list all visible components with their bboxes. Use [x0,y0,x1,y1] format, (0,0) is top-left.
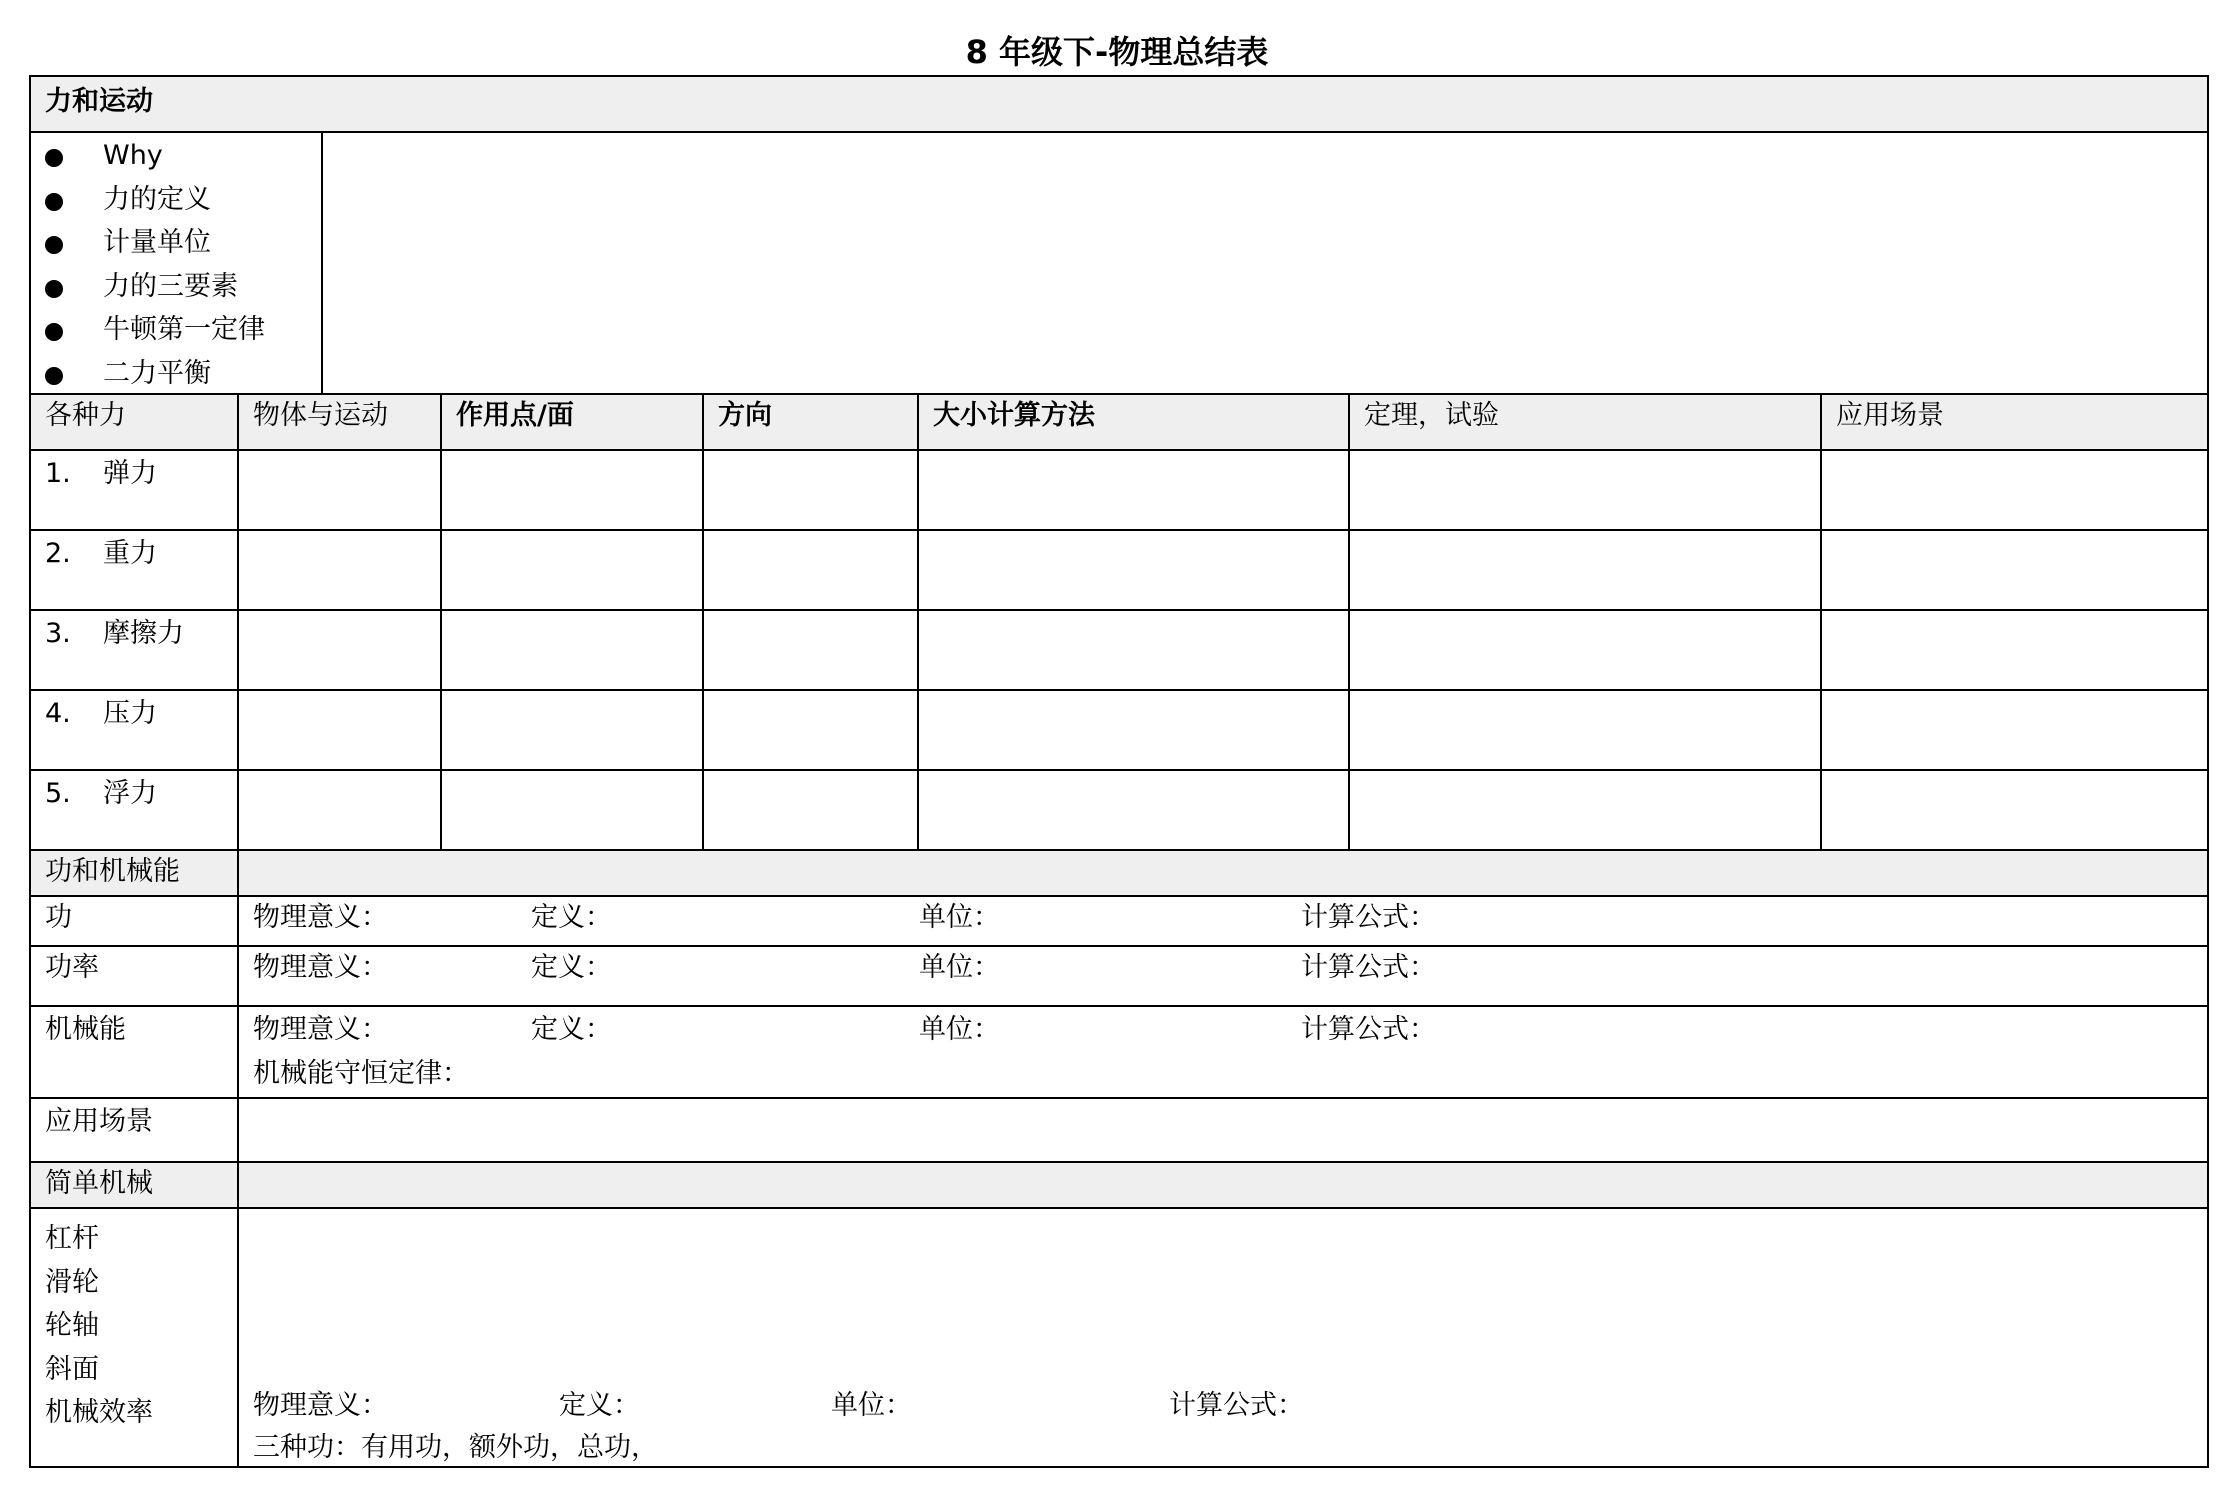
row-label: 机械能 [45,1014,126,1045]
section-title-work: 功和机械能 [45,856,180,887]
table-cell [917,611,1348,689]
table-cell [1820,691,2207,769]
table-cell [440,611,702,689]
table-cell [702,611,917,689]
field-unit: 单位： [919,952,1000,983]
application-row [31,1099,2207,1163]
table-cell [237,851,2207,895]
bullet-dot-icon [45,236,63,254]
table-cell [702,691,917,769]
row-label: 功 [45,902,72,933]
table-row: 3. 摩擦力 [31,611,2207,691]
field-definition: 定义： [559,1390,640,1421]
list-item: 轮轴 [45,1310,99,1341]
bullet-dot-icon [45,367,63,385]
table-cell [702,771,917,849]
field-formula: 计算公式： [1301,1014,1436,1045]
table-cell [440,531,702,609]
table-cell [237,611,440,689]
section-header-force [31,77,2207,133]
table-cell [440,771,702,849]
col-header-object-motion: 物体与运动 [237,395,440,449]
col-header-application: 应用场景 [1820,395,2207,449]
bullet-dot-icon [45,280,63,298]
machines-list [45,1217,153,1435]
table-cell [237,1163,2207,1207]
field-definition: 定义： [531,1014,612,1045]
row-label: 功率 [45,952,99,983]
field-conservation-law: 机械能守恒定律： [253,1058,469,1089]
bullet-dot-icon [45,149,63,167]
mechanical-energy-row [31,1007,2207,1099]
force-name: 浮力 [103,778,157,809]
field-definition: 定义： [531,902,612,933]
col-header-direction: 方向 [702,395,917,449]
section-header-work [31,851,2207,897]
bullet-dot-icon [45,193,63,211]
force-name: 摩擦力 [103,618,184,649]
page-title: 8 年级下-物理总结表 [965,33,1269,71]
list-item: 斜面 [45,1353,99,1385]
list-item: 滑轮 [45,1266,99,1298]
table-cell [440,691,702,769]
table-cell [237,531,440,609]
table-cell [237,451,440,529]
work-row [31,897,2207,947]
table-row: 1. 弹力 [31,451,2207,531]
section-title-force: 力和运动 [45,86,153,117]
field-definition: 定义： [531,952,612,983]
table-cell [1348,691,1820,769]
field-physical-meaning: 物理意义： [253,902,388,933]
list-item: 机械效率 [45,1397,153,1428]
field-formula: 计算公式： [1301,902,1436,933]
table-cell [917,451,1348,529]
field-unit: 单位： [919,902,1000,933]
col-header-point-of-action: 作用点/面 [440,395,702,449]
force-basics-list-cell: Why 力的定义 计量单位 力的三要素 牛顿第一定律 二力平衡 [31,133,323,393]
table-cell [237,1099,2207,1161]
field-physical-meaning: 物理意义： [253,1390,388,1421]
table-cell [1348,771,1820,849]
table-cell [237,771,440,849]
list-item: 杠杆 [45,1223,99,1254]
row-label: 应用场景 [45,1106,153,1137]
field-formula: 计算公式： [1169,1390,1304,1421]
field-three-kinds-of-work: 三种功：有用功，额外功，总功， [253,1432,658,1463]
table-cell [917,531,1348,609]
bullet-dot-icon [45,323,63,341]
power-row [31,947,2207,1007]
force-table-header-row [31,395,2207,451]
field-unit: 单位： [919,1014,1000,1045]
col-header-force-type: 各种力 [45,400,126,431]
summary-table [29,75,2209,1468]
table-cell [917,771,1348,849]
field-formula: 计算公式： [1301,952,1436,983]
table-cell [237,691,440,769]
force-name: 压力 [103,698,157,729]
table-cell [1348,531,1820,609]
section-header-machines [31,1163,2207,1209]
table-cell [440,451,702,529]
col-header-theorem-experiment: 定理，试验 [1348,395,1820,449]
table-cell [1348,451,1820,529]
machines-row [31,1209,2207,1466]
field-physical-meaning: 物理意义： [253,1014,388,1045]
force-basics-row [31,133,2207,395]
table-cell [702,531,917,609]
col-header-magnitude-method: 大小计算方法 [917,395,1348,449]
table-cell [1820,771,2207,849]
table-row: 2. 重力 [31,531,2207,611]
section-title-machines: 简单机械 [45,1168,153,1199]
table-cell [702,451,917,529]
force-name: 弹力 [103,458,157,489]
field-unit: 单位： [831,1390,912,1421]
force-name: 重力 [103,538,157,569]
table-row: 4. 压力 [31,691,2207,771]
field-physical-meaning: 物理意义： [253,952,388,983]
table-cell [1348,611,1820,689]
table-cell [1820,531,2207,609]
table-cell [917,691,1348,769]
table-cell [1820,451,2207,529]
table-row: 5. 浮力 [31,771,2207,851]
table-cell [1820,611,2207,689]
